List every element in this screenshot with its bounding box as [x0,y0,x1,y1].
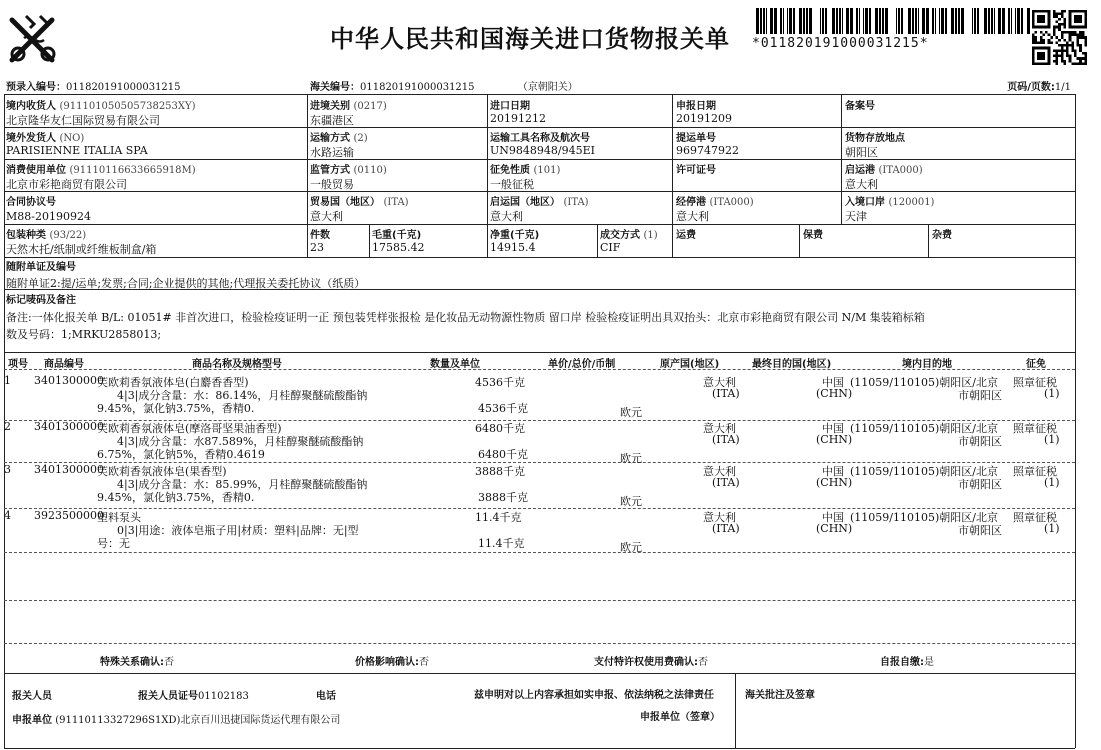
page-count: 页码/页数:1/1 [1007,82,1071,93]
item-name: 芙欧莉香氛液体皂(白麝香香型) [97,376,249,389]
item-code: 3401300000 [34,420,104,433]
item-domestic-line2: 市朝阳区 [958,478,1002,491]
item-levy: 照章征税 [1013,422,1057,435]
item-qty-total: 6480千克 [478,448,528,461]
self-declare-confirm: 自报自缴:是 [880,657,934,668]
declaring-unit: 申报单位 (91110113327296S1XD)北京百川迅捷国际货运代理有限公司 [12,715,341,726]
item-name: 芙欧莉香氛液体皂(摩洛哥坚果油香型) [97,422,282,435]
royalty-confirm: 支付特许权使用费确认:否 [594,657,708,668]
consignee-cell: 境内收货人 (911101050505738253XY) 北京隆华友仁国际贸易有限公司 [6,101,196,127]
item-destination: 中国 [822,422,844,435]
insurance-label: 保费 [803,230,823,241]
item-domestic: (11059/110105)朝阳区/北京 [850,376,998,389]
item-destination-code: (CHN) [816,522,853,535]
item-levy: 照章征税 [1013,376,1057,389]
item-levy-code: (1) [1044,433,1060,446]
item-code: 3923500000 [34,509,104,522]
item-origin-code: (ITA) [712,476,740,489]
item-levy-code: (1) [1044,522,1060,535]
col-header-levy: 征免 [1026,359,1046,370]
pre-entry-no: 预录入编号：011820191000031215 [6,82,181,93]
item-levy: 照章征税 [1013,465,1057,478]
transport-cell: 运输方式 (2) 水路运输 [310,133,368,159]
customs-approval-label: 海关批注及签章 [745,690,815,701]
item-origin: 意大利 [703,465,736,478]
item-levy-code: (1) [1044,387,1060,400]
special-relation-confirm: 特殊关系确认:否 [100,657,174,668]
declarant-cert: 报关人员证号01102183 [138,691,249,702]
contract-cell: 合同协议号 M88-20190924 [6,197,91,223]
phone-label: 电话 [316,691,336,702]
item-levy-code: (1) [1044,476,1060,489]
trade-country-cell: 贸易国（地区） (ITA) 意大利 [310,197,409,223]
item-qty: 6480千克 [475,422,525,435]
item-spec-line1: 4|3|成分含量：水：85.99%，月桂醇聚醚硫酸酯钠 [117,478,368,491]
item-origin: 意大利 [703,422,736,435]
item-spec-line1: 4|3|成分含量：水：86.14%，月桂醇聚醚硫酸酯钠 [117,389,368,402]
item-no: 2 [4,420,11,433]
misc-fee-label: 杂费 [932,230,952,241]
item-destination: 中国 [822,465,844,478]
col-header-domestic: 境内目的地 [902,359,952,370]
col-header-no: 项号 [8,359,28,370]
item-spec-line1: 0|3|用途：液体皂瓶子用|材质：塑料|品牌：无|型 [117,524,359,537]
supervision-cell: 监管方式 (0110) 一般贸易 [310,165,387,191]
item-name: 芙欧莉香氛液体皂(果香型) [97,465,227,478]
item-origin-code: (ITA) [712,522,740,535]
item-spec-line2: 号：无 [97,537,130,550]
document-title: 中华人民共和国海关进口货物报关单 [330,25,730,53]
item-code: 3401300000 [34,374,104,387]
barcode [752,8,1031,51]
item-destination-code: (CHN) [816,433,853,446]
item-levy: 照章征税 [1013,511,1057,524]
item-domestic: (11059/110105)朝阳区/北京 [850,422,998,435]
col-header-qty: 数量及单位 [430,359,480,370]
item-qty: 3888千克 [475,465,525,478]
item-domestic: (11059/110105)朝阳区/北京 [850,511,998,524]
item-spec-line2: 9.45%，氯化钠3.75%，香精0. [97,491,255,504]
shipper-cell: 境外发货人 (NO) PARISIENNE ITALIA SPA [6,133,148,157]
stop-port-cell: 经停港 (ITA000) 意大利 [676,197,754,223]
item-spec-line1: 4|3|成分含量：水87.589%，月桂醇聚醚硫酸酯钠 [117,435,364,448]
departure-port-cell: 启运港 (ITA000) 意大利 [845,165,923,191]
documents-cell: 随附单证及编号 随附单证2:提/运单;发票;合同;企业提供的其他;代理报关委托协议（纸质） [6,262,366,290]
declare-date-cell: 申报日期 20191209 [676,101,732,125]
customs-no: 海关编号：011820191000031215 （京朝阳关） [310,82,578,93]
item-origin: 意大利 [703,511,736,524]
item-origin: 意大利 [703,376,736,389]
remarks-cell: 标记唛码及备注 备注:一体化报关单 B/L: 01051# 非首次进口，检验检疫证明一正 预包装凭样张报检 是化妆品无动物源性物质 留口岸 检验检疫证明出具双抬头：北京市彩艳商贸有限公司 N/M 集装箱标箱 数及号码：1;MRKU2858013; [6,295,925,341]
gross-weight-cell: 毛重(千克) 17585.42 [372,230,425,254]
declarant-label: 报关人员 [12,691,52,702]
item-spec-line2: 6.75%，氯化钠5%，香精0.4619 [97,448,265,461]
storage-cell: 货物存放地点 朝阳区 [845,133,905,159]
freight-label: 运费 [676,230,696,241]
qr-code [1032,10,1087,65]
col-header-code: 商品编号 [44,359,84,370]
vessel-cell: 运输工具名称及航次号 UN9848948/945EI [490,133,595,157]
origin-country-cell: 启运国（地区） (ITA) 意大利 [490,197,589,223]
item-code: 3401300000 [34,463,104,476]
col-header-destination: 最终目的国(地区) [752,359,832,370]
item-qty-total: 4536千克 [478,402,528,415]
col-header-origin: 原产国(地区) [660,359,720,370]
pieces-cell: 件数 23 [310,230,330,254]
item-destination: 中国 [822,511,844,524]
customs-emblem [4,10,62,68]
license-cell: 许可证号 [676,165,716,176]
item-domestic: (11059/110105)朝阳区/北京 [850,465,998,478]
barcode-number: *011820191000031215* [752,36,929,51]
item-currency: 欧元 [620,541,642,554]
item-no: 1 [4,374,11,387]
terms-cell: 成交方式 (1) CIF [600,230,658,254]
pack-cell: 包装种类 (93/22) 天然木托/纸制或纤维板制盒/箱 [6,230,157,256]
legal-statement: 兹申明对以上内容承担如实申报、依法纳税之法律责任 [474,690,714,701]
item-domestic-line2: 市朝阳区 [958,435,1002,448]
item-qty: 11.4千克 [475,511,522,524]
item-currency: 欧元 [620,495,642,508]
item-origin-code: (ITA) [712,387,740,400]
item-destination-code: (CHN) [816,476,853,489]
import-date-cell: 进口日期 20191212 [490,101,546,125]
item-origin-code: (ITA) [712,433,740,446]
item-destination: 中国 [822,376,844,389]
entry-port-cell: 进境关别 (0217) 东疆港区 [310,101,387,127]
item-spec-line2: 9.45%，氯化钠3.75%，香精0. [97,402,255,415]
net-weight-cell: 净重(千克) 14915.4 [490,230,540,254]
levy-nature-cell: 征免性质 (101) 一般征税 [490,165,561,191]
col-header-price: 单价/总价/币制 [548,359,616,370]
price-impact-confirm: 价格影响确认:否 [355,657,429,668]
declaring-unit-seal: 申报单位（签章） [640,712,720,723]
item-no: 4 [4,509,11,522]
col-header-name: 商品名称及规格型号 [192,359,282,370]
item-domestic-line2: 市朝阳区 [958,524,1002,537]
item-domestic-line2: 市朝阳区 [958,389,1002,402]
item-name: 塑料泵头 [97,511,141,524]
item-currency: 欧元 [620,406,642,419]
record-no-cell: 备案号 [845,101,875,112]
item-no: 3 [4,463,11,476]
entry-place-cell: 入境口岸 (120001) 天津 [845,197,935,223]
item-qty-total: 11.4千克 [478,537,525,550]
item-destination-code: (CHN) [816,387,853,400]
item-qty: 4536千克 [475,376,525,389]
item-currency: 欧元 [620,452,642,465]
bl-cell: 提运单号 969747922 [676,133,739,157]
user-cell: 消费使用单位 (91110116633665918M) 北京市彩艳商贸有限公司 [6,165,196,191]
item-qty-total: 3888千克 [478,491,528,504]
